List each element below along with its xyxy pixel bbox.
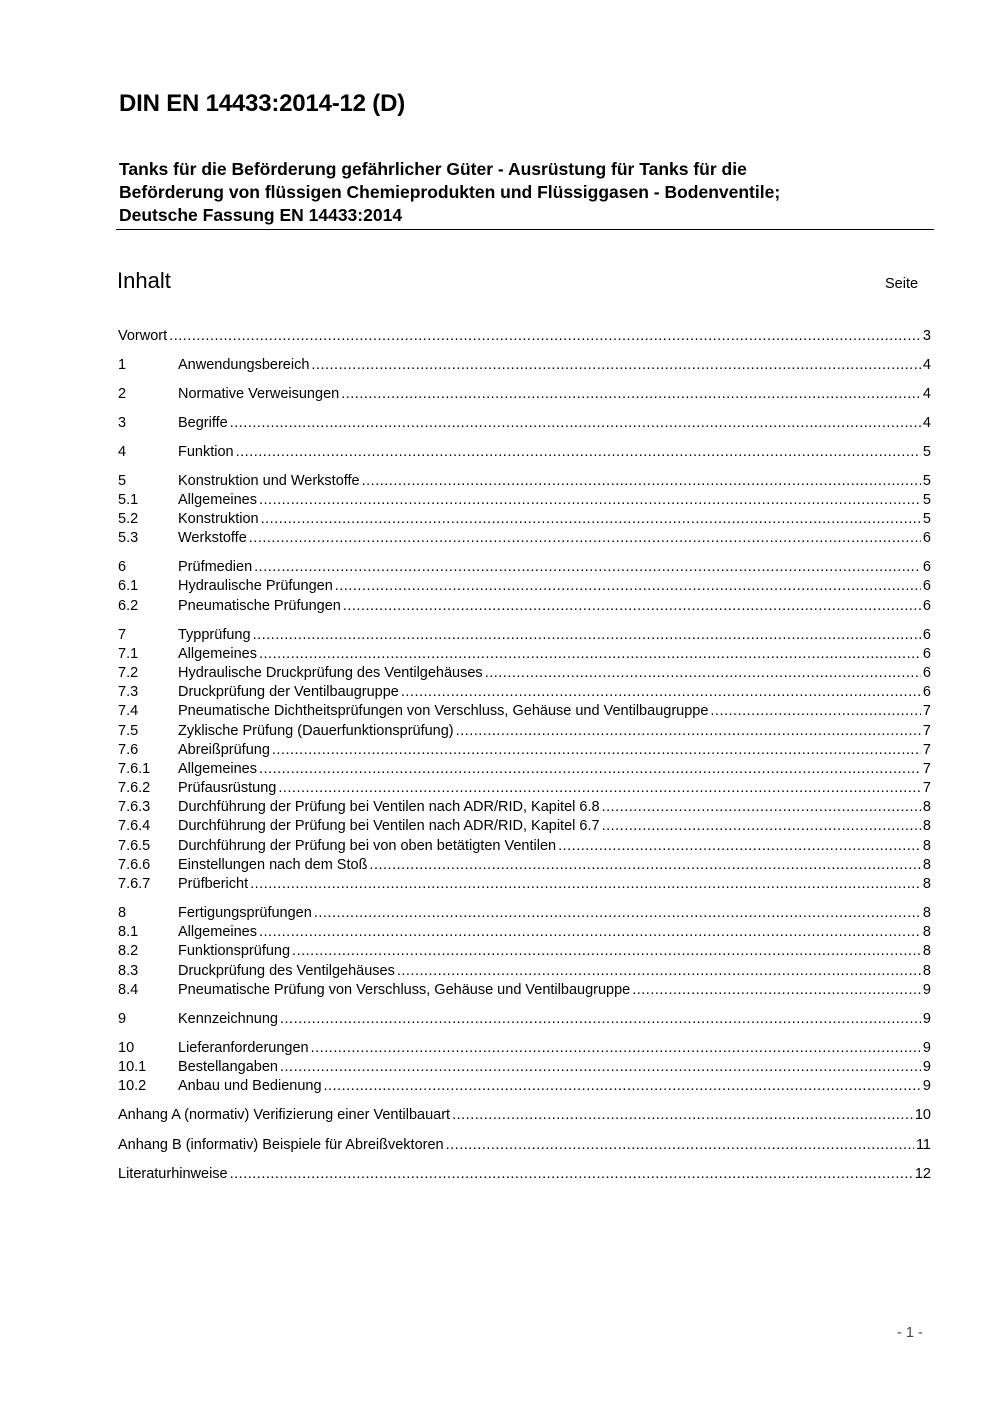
toc-dot-leader (280, 1058, 921, 1077)
toc-dot-leader (602, 817, 921, 836)
toc-entry[interactable] (118, 597, 931, 616)
toc-entry-page: 11 (915, 1137, 931, 1153)
toc-entry[interactable] (118, 645, 931, 664)
toc-dot-leader (250, 875, 921, 894)
toc-entry-number: 6 (118, 559, 127, 575)
toc-entry[interactable] (118, 741, 931, 760)
toc-page-column-header: Seite (885, 276, 919, 292)
toc-dot-leader (401, 683, 921, 702)
toc-entry[interactable] (118, 664, 931, 683)
toc-entry-title: Pneumatische Dichtheitsprüfungen von Verschluss, Gehäuse und Ventilbaugruppe (178, 703, 709, 719)
toc-entry-number: 5.2 (118, 511, 139, 527)
toc-dot-leader (485, 664, 921, 683)
toc-dot-leader (602, 798, 921, 817)
document-title-line: Beförderung von flüssigen Chemieprodukten und Flüssiggasen - Bodenventile; (119, 182, 781, 202)
toc-entry[interactable] (118, 327, 931, 346)
toc-entry[interactable] (118, 1010, 931, 1029)
toc-entry-number: 7.6.5 (118, 838, 151, 854)
toc-entry-title: Anhang A (normativ) Verifizierung einer Ventilbauart (118, 1107, 451, 1123)
toc-entry-number: 3 (118, 415, 127, 431)
toc-entry-page: 3 (922, 328, 931, 344)
toc-dot-leader (230, 414, 921, 433)
toc-entry-page: 12 (914, 1166, 931, 1182)
toc-entry-title: Pneumatische Prüfungen (178, 598, 341, 614)
toc-dot-leader (369, 856, 921, 875)
toc-entry[interactable] (118, 443, 931, 462)
toc-entry[interactable] (118, 1058, 931, 1077)
toc-entry-page: 4 (922, 357, 931, 373)
toc-entry-page: 8 (922, 818, 931, 834)
toc-entry[interactable] (118, 1077, 931, 1096)
toc-entry[interactable] (118, 817, 931, 836)
toc-entry[interactable] (118, 798, 931, 817)
toc-entry-number: 4 (118, 444, 127, 460)
toc-entry-title: Prüfausrüstung (178, 780, 277, 796)
toc-dot-leader (446, 1136, 914, 1155)
toc-dot-leader (169, 327, 921, 346)
toc-entry-number: 8.4 (118, 982, 139, 998)
toc-entry-page: 5 (922, 473, 931, 489)
toc-entry-title: Druckprüfung der Ventilbaugruppe (178, 684, 399, 700)
toc-dot-leader (324, 1077, 921, 1096)
toc-entry-number: 6.1 (118, 578, 139, 594)
toc-entry-number: 10.1 (118, 1059, 147, 1075)
toc-entry-number: 7.6.7 (118, 876, 151, 892)
toc-entry-title: Anbau und Bedienung (178, 1078, 322, 1094)
toc-dot-leader (314, 904, 921, 923)
toc-entry-page: 7 (922, 780, 931, 796)
toc-entry-title: Konstruktion und Werkstoffe (178, 473, 360, 489)
toc-entry-title: Konstruktion (178, 511, 259, 527)
toc-entry-number: 7 (118, 627, 127, 643)
toc-entry-number: 7.4 (118, 703, 139, 719)
toc-dot-leader (710, 702, 921, 721)
toc-entry[interactable] (118, 981, 931, 1000)
toc-entry-number: 6.2 (118, 598, 139, 614)
toc-dot-leader (558, 837, 921, 856)
toc-entry-title: Durchführung der Prüfung bei Ventilen nach ADR/RID, Kapitel 6.7 (178, 818, 600, 834)
toc-entry-title: Zyklische Prüfung (Dauerfunktionsprüfung) (178, 723, 454, 739)
toc-entry-page: 6 (922, 646, 931, 662)
toc-dot-leader (456, 722, 921, 741)
toc-entry-page: 4 (922, 386, 931, 402)
toc-entry[interactable] (118, 942, 931, 961)
toc-entry-number: 1 (118, 357, 127, 373)
toc-entry-page: 6 (922, 627, 931, 643)
toc-entry[interactable] (118, 760, 931, 779)
toc-dot-leader (259, 923, 921, 942)
toc-entry-number: 7.2 (118, 665, 139, 681)
toc-entry-page: 8 (922, 876, 931, 892)
toc-entry[interactable] (118, 702, 931, 721)
toc-entry-title: Funktionsprüfung (178, 943, 291, 959)
toc-entry-number: 7.3 (118, 684, 139, 700)
toc-entry-number: 8.1 (118, 924, 139, 940)
toc-dot-leader (292, 942, 921, 961)
toc-entry-title: Kennzeichnung (178, 1011, 278, 1027)
toc-dot-leader (280, 1010, 921, 1029)
toc-entry-page: 10 (914, 1107, 931, 1123)
toc-entry[interactable] (118, 1106, 931, 1125)
toc-entry-title: Prüfbericht (178, 876, 249, 892)
toc-entry-title: Allgemeines (178, 761, 257, 777)
toc-entry-title: Hydraulische Prüfungen (178, 578, 333, 594)
document-title (119, 158, 909, 227)
toc-entry-number: 7.6.1 (118, 761, 151, 777)
toc-entry[interactable] (118, 1136, 931, 1155)
toc-dot-leader (632, 981, 921, 1000)
toc-dot-leader (261, 510, 921, 529)
toc-entry-number: 7.6.6 (118, 857, 151, 873)
toc-entry[interactable] (118, 923, 931, 942)
toc-entry-number: 10.2 (118, 1078, 147, 1094)
toc-entry-page: 9 (922, 1040, 931, 1056)
toc-entry[interactable] (118, 683, 931, 702)
toc-entry-title: Anhang B (informativ) Beispiele für Abreißvektoren (118, 1137, 444, 1153)
toc-entry[interactable] (118, 779, 931, 798)
toc-entry[interactable] (118, 356, 931, 375)
toc-entry[interactable] (118, 558, 931, 577)
toc-dot-leader (278, 779, 921, 798)
toc-entry-number: 7.6.2 (118, 780, 151, 796)
toc-entry-title: Vorwort (118, 328, 168, 344)
toc-entry-page: 6 (922, 530, 931, 546)
toc-entry[interactable] (118, 837, 931, 856)
toc-entry-title: Allgemeines (178, 924, 257, 940)
toc-entry-title: Bestellangaben (178, 1059, 278, 1075)
toc-entry-title: Begriffe (178, 415, 228, 431)
toc-entry-page: 6 (922, 578, 931, 594)
toc-entry-title: Abreißprüfung (178, 742, 270, 758)
toc-dot-leader (254, 558, 921, 577)
toc-entry-title: Druckprüfung des Ventilgehäuses (178, 963, 395, 979)
toc-entry[interactable] (118, 856, 931, 875)
title-divider (116, 229, 934, 230)
toc-dot-leader (253, 626, 921, 645)
toc-entry[interactable] (118, 722, 931, 741)
toc-entry[interactable] (118, 577, 931, 596)
toc-entry-title: Durchführung der Prüfung bei Ventilen nach ADR/RID, Kapitel 6.8 (178, 799, 600, 815)
toc-entry-page: 8 (922, 943, 931, 959)
document-id: DIN EN 14433:2014-12 (D) (119, 90, 406, 117)
toc-entry-number: 5 (118, 473, 127, 489)
toc-entry-page: 9 (922, 982, 931, 998)
toc-dot-leader (341, 385, 921, 404)
toc-entry-title: Normative Verweisungen (178, 386, 340, 402)
toc-entry-page: 8 (922, 924, 931, 940)
toc-entry[interactable] (118, 626, 931, 645)
toc-entry-page: 6 (922, 559, 931, 575)
toc-dot-leader (259, 760, 921, 779)
toc-entry-page: 5 (922, 492, 931, 508)
toc-entry-page: 5 (922, 511, 931, 527)
toc-entry-number: 10 (118, 1040, 135, 1056)
toc-entry-number: 8.2 (118, 943, 139, 959)
toc-entry-title: Durchführung der Prüfung bei von oben betätigten Ventilen (178, 838, 557, 854)
toc-entry-page: 8 (922, 963, 931, 979)
toc-entry-number: 9 (118, 1011, 127, 1027)
toc-heading: Inhalt (117, 268, 171, 293)
toc-entry-title: Literaturhinweise (118, 1166, 228, 1182)
toc-entry[interactable] (118, 510, 931, 529)
toc-entry-number: 5.3 (118, 530, 139, 546)
toc-entry-title: Allgemeines (178, 492, 257, 508)
toc-entry[interactable] (118, 962, 931, 981)
toc-entry-title: Anwendungsbereich (178, 357, 310, 373)
toc-entry[interactable] (118, 529, 931, 548)
toc-entry-title: Allgemeines (178, 646, 257, 662)
toc-dot-leader (362, 472, 921, 491)
toc-entry-page: 4 (922, 415, 931, 431)
toc-entry-number: 7.6.4 (118, 818, 151, 834)
toc-entry-page: 8 (922, 857, 931, 873)
toc-dot-leader (230, 1165, 913, 1184)
toc-entry-number: 7.6.3 (118, 799, 151, 815)
toc-entry-title: Fertigungsprüfungen (178, 905, 312, 921)
toc-entry[interactable] (118, 491, 931, 510)
toc-entry-title: Pneumatische Prüfung von Verschluss, Gehäuse und Ventilbaugruppe (178, 982, 631, 998)
toc-entry-page: 7 (922, 761, 931, 777)
toc-entry-number: 8.3 (118, 963, 139, 979)
toc-entry-title: Einstellungen nach dem Stoß (178, 857, 368, 873)
toc-dot-leader (259, 645, 921, 664)
toc-entry[interactable] (118, 875, 931, 894)
toc-entry-page: 9 (922, 1059, 931, 1075)
toc-entry-title: Hydraulische Druckprüfung des Ventilgehäuses (178, 665, 483, 681)
toc-dot-leader (249, 529, 921, 548)
toc-dot-leader (311, 356, 921, 375)
page-number: - 1 - (897, 1325, 923, 1341)
toc-entry-page: 8 (922, 905, 931, 921)
toc-entry-number: 5.1 (118, 492, 139, 508)
toc-entry-title: Funktion (178, 444, 234, 460)
toc-entry-title: Typprüfung (178, 627, 251, 643)
toc-dot-leader (335, 577, 921, 596)
toc-entry-title: Werkstoffe (178, 530, 247, 546)
toc-entry[interactable] (118, 472, 931, 491)
toc-dot-leader (236, 443, 921, 462)
toc-entry[interactable] (118, 385, 931, 404)
toc-entry-page: 7 (922, 703, 931, 719)
toc-entry[interactable] (118, 414, 931, 433)
toc-entry[interactable] (118, 1039, 931, 1058)
document-title-line: Deutsche Fassung EN 14433:2014 (119, 205, 403, 225)
toc-entry-number: 7.1 (118, 646, 139, 662)
toc-entry-page: 8 (922, 838, 931, 854)
toc-dot-leader (272, 741, 921, 760)
toc-dot-leader (397, 962, 921, 981)
toc-entry-number: 8 (118, 905, 127, 921)
toc-entry[interactable] (118, 1165, 931, 1184)
toc-entry-page: 5 (922, 444, 931, 460)
toc-dot-leader (452, 1106, 913, 1125)
toc-entry-page: 6 (922, 665, 931, 681)
toc-entry-number: 2 (118, 386, 127, 402)
toc-entry-page: 9 (922, 1011, 931, 1027)
toc-entry-page: 7 (922, 742, 931, 758)
document-title-line: Tanks für die Beförderung gefährlicher Güter - Ausrüstung für Tanks für die (119, 159, 747, 179)
toc-dot-leader (343, 597, 921, 616)
toc-dot-leader (259, 491, 921, 510)
toc-entry-title: Lieferanforderungen (178, 1040, 309, 1056)
toc-entry-page: 6 (922, 598, 931, 614)
toc-dot-leader (311, 1039, 921, 1058)
toc-entry-page: 7 (922, 723, 931, 739)
toc-entry-title: Prüfmedien (178, 559, 253, 575)
toc-entry-page: 8 (922, 799, 931, 815)
toc-entry-number: 7.6 (118, 742, 139, 758)
toc-entry-number: 7.5 (118, 723, 139, 739)
toc-entry[interactable] (118, 904, 931, 923)
toc-entry-page: 6 (922, 684, 931, 700)
toc-entry-page: 9 (922, 1078, 931, 1094)
